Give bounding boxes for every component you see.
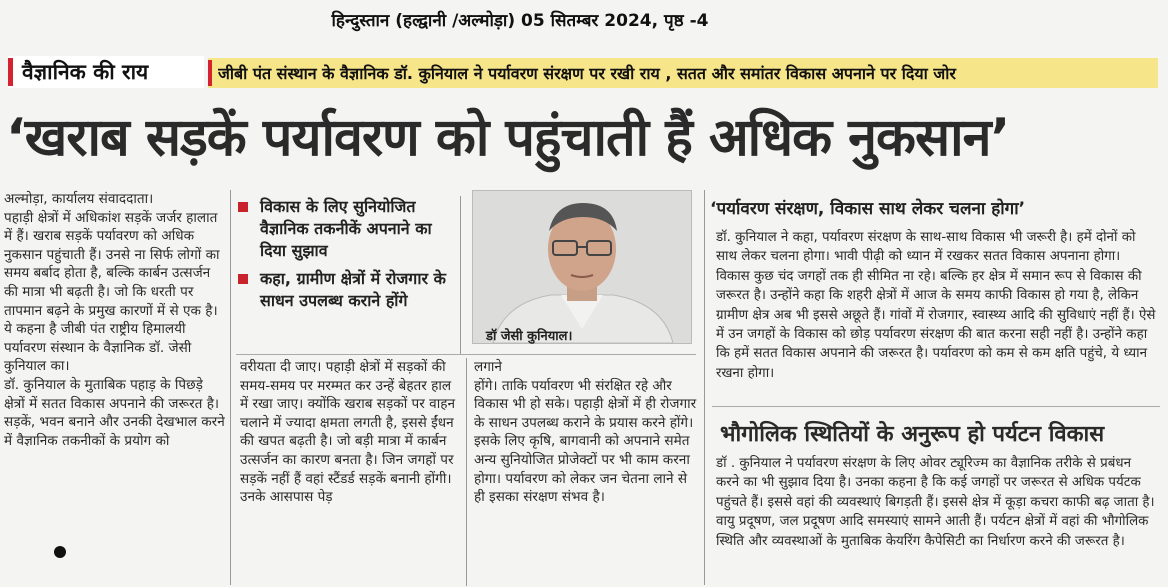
highlight-text: विकास के लिए सुनियोजित वैज्ञानिक तकनीकें अपनाने का दिया सुझाव	[260, 197, 432, 260]
kicker-text: वैज्ञानिक की राय	[22, 60, 149, 84]
paragraph: होंगे। ताकि पर्यावरण भी संरक्षित रहे और विकास भी हो सके। पहाड़ी क्षेत्रों में ही रोजगार के साधन उपलब्ध कराने के प्रयास करने होंगे। इसके लिए कृषि, बागवानी को अपनाने समेत अन्य सुनियोजित प्रोजेक्टों पर भी काम करना होगा। पर्यावरण को लेकर जन चेतना लाने से ही इसका संरक्षण संभव है।	[474, 377, 697, 506]
strap-text: जीबी पंत संस्थान के वैज्ञानिक डॉ. कुनियाल ने पर्यावरण संरक्षण पर रखी राय , सतत और समांतर विकास अपनाने पर दिया जोर	[218, 64, 956, 83]
subheading-tourism-development: भौगोलिक स्थितियों के अनुरूप हो पर्यटन विकास	[720, 422, 1105, 447]
highlight-text: कहा, ग्रामीण क्षेत्रों में रोजगार के साधन उपलब्ध कराने होंगे	[260, 269, 446, 310]
column-divider	[704, 190, 705, 585]
highlight-item	[238, 268, 452, 312]
column-divider	[230, 190, 231, 585]
dateline: अल्मोड़ा, कार्यालय संवाददाता।	[4, 191, 154, 207]
kicker-label	[8, 56, 204, 88]
paragraph: डॉ. कुनियाल ने कहा, पर्यावरण संरक्षण के साथ-साथ विकास भी जरूरी है। हमें दोनों को साथ लेकर चलना होगा। भावी पीढ़ी को ध्यान में रखकर सतत विकास अपनाना होगा। विकास कुछ चंद जगहों तक ही सीमित ना रहे। बल्कि हर क्षेत्र में समान रूप से विकास की जरूरत है। उन्होंने कहा कि शहरी क्षेत्रों में आज के समय काफी विकास हो गया है, लेकिन ग्रामीण क्षेत्र अब भी इससे अछूते हैं। गांवों में रोजगार, स्वास्थ्य आदि की सुविधाएं नहीं हैं। ऐसे में उन जगहों के विकास को छोड़ पर्यावरण संरक्षण की बात करना सही नहीं है। उन्होंने कहा कि हमें सतत विकास अपनाने की जरूरत है। पर्यावरण को कम से कम क्षति पहुंचे, ये ध्यान रखना होगा।	[716, 230, 1156, 381]
bullet-square-icon	[238, 202, 248, 212]
section1-body	[716, 228, 1156, 398]
bullet-square-icon	[238, 274, 248, 284]
column-divider	[460, 196, 461, 354]
article-column-3	[474, 358, 698, 586]
photo-caption: डॉ जेसी कुनियाल।	[486, 329, 573, 344]
paragraph: वरीयता दी जाए। पहाड़ी क्षेत्रों में सड़कों की समय-समय पर मरम्मत कर उन्हें बेहतर हाल में रखा जाए। क्योंकि खराब सड़कों पर वाहन चलाने में ज्यादा क्षमता लगती है, इससे ईंधन की खपत बढ़ती है। जो बड़ी मात्रा में कार्बन उत्सर्जन का कारण बनता है। जिन जगहों पर सड़कें नहीं हैं वहां स्टैंडर्ड सड़कें बनानी होंगी। उनके आसपास पेड़	[240, 359, 455, 506]
subheading-environment-development: ‘पर्यावरण संरक्षण, विकास साथ लेकर चलना होगा’	[710, 199, 1026, 219]
publication-source-line: हिन्दुस्तान (हल्द्वानी /अल्मोड़ा) 05 सितम्बर 2024, पृष्ठ -4	[331, 11, 709, 31]
ink-dot	[54, 546, 66, 558]
highlights-box	[238, 196, 452, 354]
column-divider	[466, 358, 467, 586]
portrait-illustration	[473, 191, 691, 343]
main-headline: ‘खराब सड़कें पर्यावरण को पहुंचाती हैं अधिक नुकसान’	[6, 108, 1010, 168]
paragraph: डॉ . कुनियाल ने पर्यावरण संरक्षण के लिए ओवर ट्यूरिज्म का वैज्ञानिक तरीके से प्रबंधन करने का भी सुझाव दिया है। उनका कहना है कि कई जगहों पर जरूरत से अधिक पर्यटक पहुंचते हैं। इससे वहां की व्यवस्थाएं बिगड़ती हैं। इससे क्षेत्र में कूड़ा कचरा काफी बढ़ जाता है। वायु प्रदूषण, जल प्रदूषण आदि समस्याएं सामने आती हैं। पर्यटन क्षेत्रों में वहां की भौगोलिक स्थिति और व्यवस्थाओं के मुताबिक केयरिंग कैपेसिटी का निर्धारण करने की जरूरत है।	[716, 456, 1155, 549]
section2-body	[716, 454, 1156, 586]
strap-marker	[208, 60, 212, 86]
paragraph: लगाने	[474, 359, 502, 375]
paragraph: डॉ. कुनियाल के मुताबिक पहाड़ के पिछड़े क्षेत्रों में सतत विकास अपनाने की जरूरत है। सड़कें, भवन बनाने और उनकी देखभाल करने में वैज्ञानिक तकनीकों के प्रयोग को	[4, 376, 225, 449]
portrait-photo	[472, 190, 692, 344]
paragraph: पहाड़ी क्षेत्रों में अधिकांश सड़कें जर्जर हालात में हैं। खराब सड़कें पर्यावरण को अधिक नुकसान पहुंचाती हैं। उनसे ना सिर्फ लोगों का समय बर्बाद होता है, बल्कि कार्बन उत्सर्जन की मात्रा भी बढ़ती है। जो कि धरती पर तापमान बढ़ने के प्रमुख कारणों में से एक है। ये कहना है जीबी पंत राष्ट्रीय हिमालयी पर्यावरण संस्थान के वैज्ञानिक डॉ. जेसी कुनियाल का।	[4, 209, 220, 375]
article-column-1	[4, 190, 226, 585]
horizontal-rule	[236, 354, 696, 355]
highlight-item	[238, 196, 452, 262]
kicker-marker	[8, 58, 13, 86]
article-column-2	[240, 358, 462, 586]
strap-headline	[208, 58, 1158, 88]
horizontal-rule	[712, 406, 1160, 407]
